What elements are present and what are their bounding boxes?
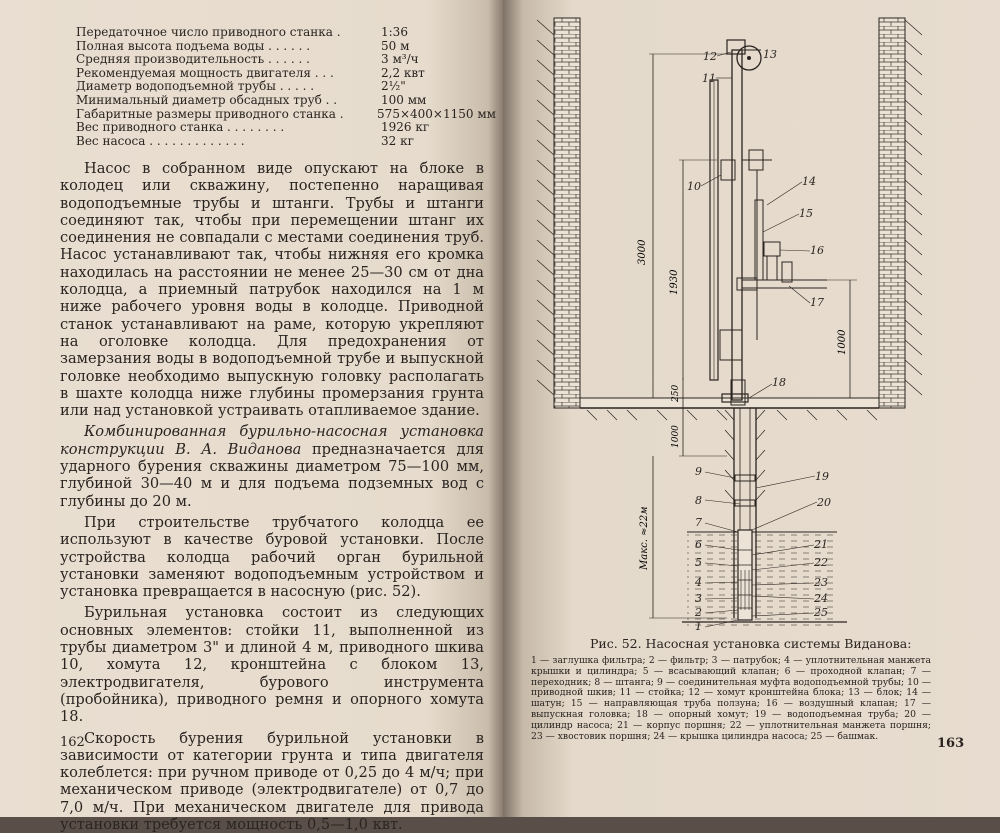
- page-number-left: 162: [60, 735, 85, 750]
- paragraph: Бурильная установка состоит из следующих основных элементов: стойки 11, выполненной из трубы диаметром 3" и длиной 4 м, приводного шкива 10, хомута 12, кронштейна с блоком 13, электродвигателя, бурового инструмента (пробойника), приводного ремня и опорного хомута 18.: [60, 604, 484, 725]
- paragraph: Насос в собранном виде опускают на блоке в колодец или скважину, постепенно наращивая водоподъемные трубы и штанги. Трубы и штанги соединяют так, чтобы при перемещении штанг их соединения не совпадали с местами соединения труб. Насос устанавливают так, чтобы нижняя его кромка находилась на расстоянии не менее 25—30 см от дна колодца, а приемный патрубок находился на 1 м ниже рабочего уровня воды в колодце. Приводной станок устанавливают на раме, которую укрепляют на оголовке колодца. Для предохранения от замерзания воды в водоподъемной трубе и выпускной головке необходимо выпускную головку располагать в шахте колодца ниже глубины промерзания грунта или над установкой устраивать отапливаемое здание.: [60, 160, 484, 419]
- callout-10: 10: [687, 180, 701, 193]
- spec-value: 3 м³/ч: [381, 53, 496, 67]
- callout-18: 18: [772, 376, 786, 389]
- spec-row: [76, 135, 496, 149]
- spec-table: [76, 26, 496, 148]
- spec-label: Диаметр водоподъемной трубы . . . . .: [76, 80, 381, 94]
- spec-value: 100 мм: [381, 94, 496, 108]
- dim-max-depth: Макс. ≈22м: [639, 506, 650, 571]
- page-number-right: 163: [937, 736, 964, 751]
- callout-6: 6: [695, 538, 702, 551]
- callout-9: 9: [695, 465, 702, 478]
- callout-15: 15: [799, 207, 813, 220]
- paragraph-rest: предназначается для ударного бурения скважины диаметром 75—100 мм, глубиной 30—40 м и для подъема подземных вод с глубины до 20 м.: [60, 441, 484, 510]
- spec-label: Средняя производительность . . . . . .: [76, 53, 381, 67]
- paragraph: [60, 423, 484, 509]
- dim-1000-top: 1000: [837, 329, 848, 355]
- figure-legend: 1 — заглушка фильтра; 2 — фильтр; 3 — патрубок; 4 — уплотнительная манжета крышки и цилиндра; 5 — всасывающий клапан; 6 — проходной клапан; 7 — переходник; 8 — штанга; 9 — соединительная муфта водоподъемной трубы; 10 — приводной шкив; 11 — стойка; 12 — хомут кронштейна блока; 13 — блок; 14 — шатун; 15 — направляющая труба ползуна; 16 — воздушный клапан; 17 — выпускная головка; 18 — опорный хомут; 19 — водоподъемная труба; 20 — цилиндр насоса; 21 — корпус поршня; 22 — уплотнительная манжета поршня; 23 — хвостовик поршня; 24 — крышка цилиндра насоса; 25 — башмак.: [531, 656, 931, 742]
- spec-row: [76, 80, 496, 94]
- paragraph: При строительстве трубчатого колодца ее используют в качестве буровой установки. После устройства колодца рабочий орган бурильной установки заменяют водоподъемным устройством и установка превращается в насосную (рис. 52).: [60, 514, 484, 600]
- body-text: [60, 160, 484, 833]
- spec-value: 575×400×1150 мм: [377, 108, 496, 122]
- spec-value: 1926 кг: [381, 121, 496, 135]
- paragraph: Скорость бурения бурильной установки в зависимости от категории грунта и типа двигателя колеблется: при ручном приводе от 0,25 до 4 м/ч; при механическом приводе (электродвигателе) от 0,7 до 7,0 м/ч. При механическом двигателе для привода установки требуется мощность 0,5—1,0 квт.: [60, 730, 484, 833]
- italic-heading: Комбинированная бурильно-насосная установка конструкции В. А. Виданова: [60, 423, 484, 457]
- callout-5: 5: [695, 556, 702, 569]
- callout-19: 19: [815, 470, 829, 483]
- callout-4: 4: [694, 576, 702, 589]
- spec-value: 2½": [381, 80, 496, 94]
- dim-1930: 1930: [669, 269, 680, 295]
- callout-7: 7: [695, 516, 702, 529]
- spec-label: Рекомендуемая мощность двигателя . . .: [76, 67, 381, 81]
- spec-value: 1:36: [381, 26, 496, 40]
- callout-17: 17: [810, 296, 824, 309]
- spec-label: Габаритные размеры приводного станка .: [76, 108, 377, 122]
- left-wall: [554, 18, 580, 408]
- spec-label: Вес насоса . . . . . . . . . . . . .: [76, 135, 381, 149]
- spec-value: 2,2 квт: [381, 67, 496, 81]
- dim-250: 250: [671, 385, 681, 403]
- spec-label: Минимальный диаметр обсадных труб . .: [76, 94, 381, 108]
- spec-row: [76, 40, 496, 54]
- pump-installation-figure: [527, 10, 937, 635]
- callout-11: 11: [702, 72, 716, 85]
- callout-12: 12: [703, 50, 717, 63]
- figure-caption: Рис. 52. Насосная установка системы Виданова:: [590, 636, 911, 651]
- spec-row: [76, 94, 496, 108]
- callout-1: 1: [695, 620, 702, 633]
- spec-row: [76, 108, 496, 122]
- callout-14: 14: [802, 175, 816, 188]
- spec-row: [76, 53, 496, 67]
- spec-row: [76, 26, 496, 40]
- spec-value: 32 кг: [381, 135, 496, 149]
- spec-row: [76, 67, 496, 81]
- spec-row: [76, 121, 496, 135]
- callout-2: 2: [694, 606, 702, 619]
- dim-1000-bottom: 1000: [671, 425, 681, 448]
- dim-3000: 3000: [637, 239, 648, 265]
- spec-label: Вес приводного станка . . . . . . . .: [76, 121, 381, 135]
- callout-21: 21: [813, 538, 828, 551]
- callout-25: 25: [813, 606, 828, 619]
- callout-23: 23: [813, 576, 828, 589]
- spec-label: Полная высота подъема воды . . . . . .: [76, 40, 381, 54]
- callout-16: 16: [810, 244, 824, 257]
- callout-3: 3: [695, 592, 702, 605]
- right-wall: [879, 18, 905, 408]
- spec-label: Передаточное число приводного станка .: [76, 26, 381, 40]
- callout-22: 22: [813, 556, 828, 569]
- callout-24: 24: [813, 592, 828, 605]
- callout-8: 8: [695, 494, 702, 507]
- spec-value: 50 м: [381, 40, 496, 54]
- callout-13: 13: [763, 48, 777, 61]
- callout-20: 20: [816, 496, 831, 509]
